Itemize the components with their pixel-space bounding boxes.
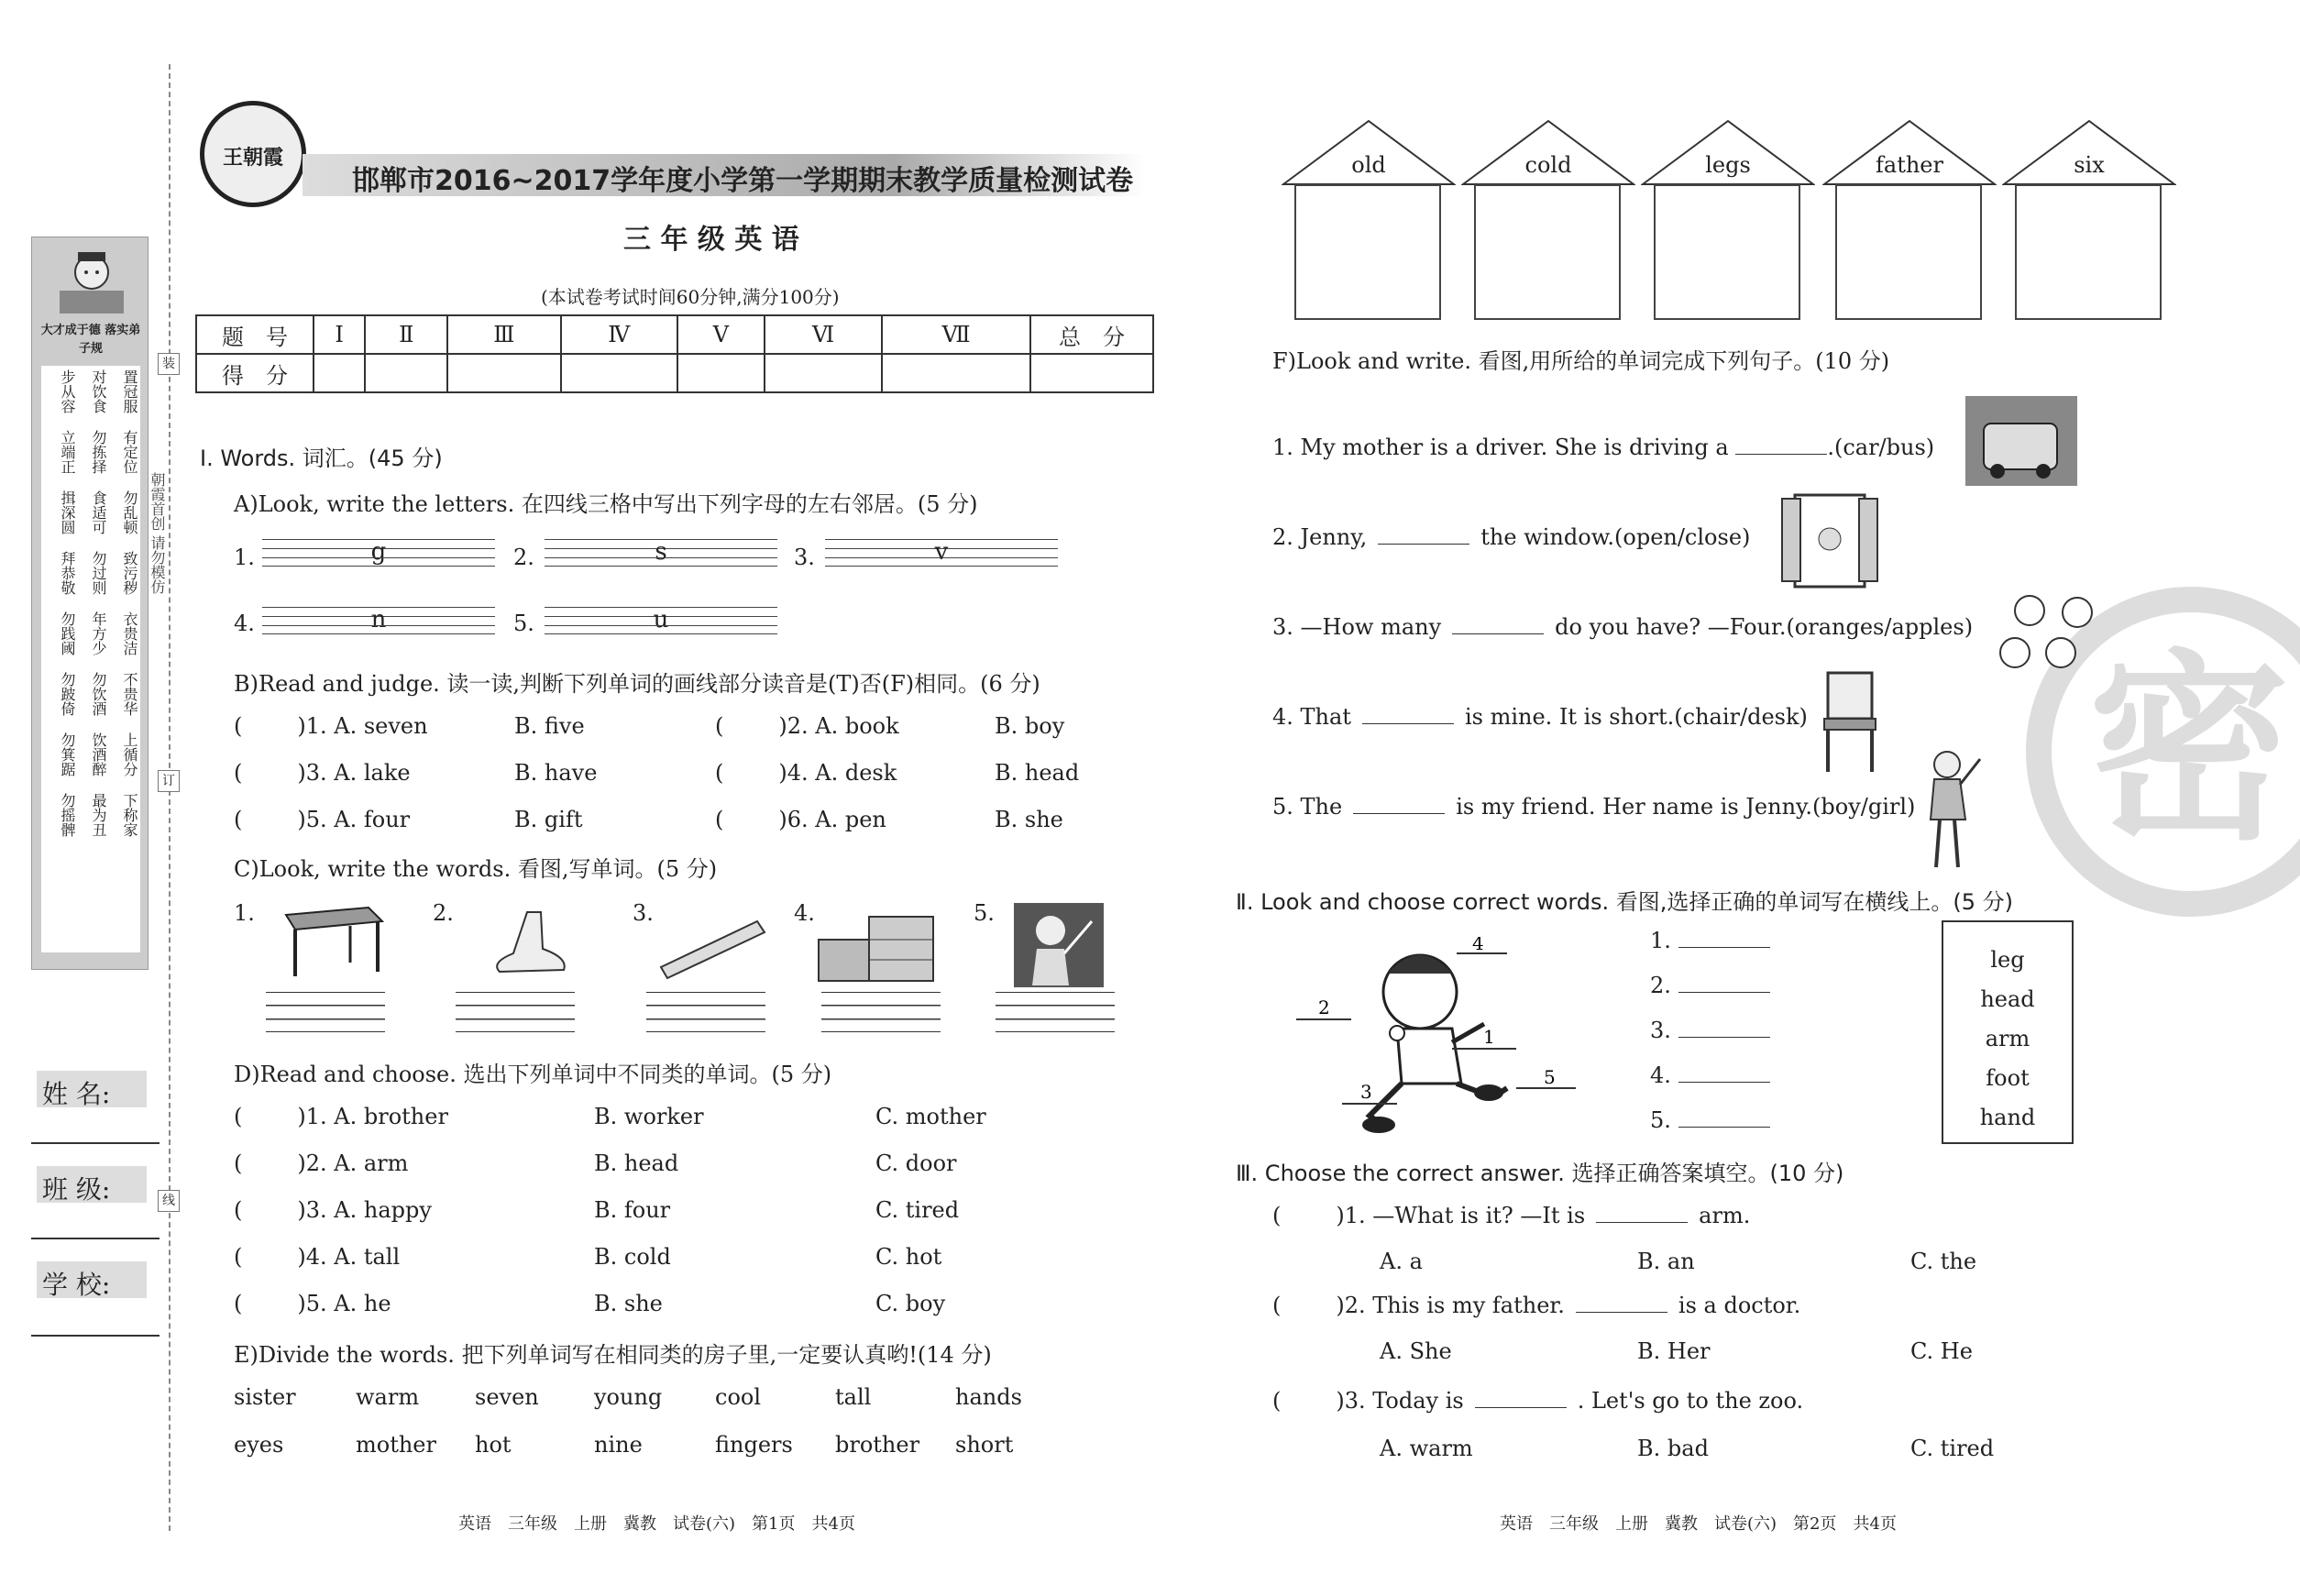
motto: 大才成于德 落实弟子规: [40, 324, 141, 356]
answer-num: 1.: [1650, 928, 1671, 953]
answer-blank[interactable]: [1281, 1388, 1336, 1408]
letter-lines[interactable]: [262, 607, 495, 634]
judge-item: )1. A. seven: [297, 713, 428, 739]
answer-blank[interactable]: [242, 807, 297, 827]
choose-option: C. boy: [875, 1291, 946, 1316]
letter-num: 3.: [794, 545, 815, 570]
rule-text: 勿过则: [90, 551, 107, 595]
choose-item: )4. A. tall: [297, 1244, 401, 1270]
paren: (: [1272, 1388, 1282, 1414]
option-a: A. She: [1380, 1338, 1452, 1364]
brand-note: 朝霞首创 请勿模仿: [149, 472, 166, 595]
rule-text: 勿箕踞: [59, 732, 76, 776]
label-1: 1: [1483, 1026, 1495, 1048]
part1d-title: D)Read and choose. 选出下列单词中不同类的单词。(5 分): [234, 1062, 832, 1087]
judge-item: )5. A. four: [297, 807, 411, 832]
score-cell[interactable]: [677, 354, 765, 392]
letter-given: s: [655, 538, 667, 566]
word-option: hand: [1979, 1105, 2036, 1130]
judge-option: B. have: [514, 760, 598, 786]
word: hands: [955, 1384, 1022, 1410]
score-header: 题 号: [196, 315, 314, 354]
answer-num: 3.: [1650, 1018, 1671, 1043]
paren: (: [715, 713, 724, 739]
rule-text: 勿饮酒: [90, 672, 107, 716]
option-b: B. Her: [1637, 1338, 1711, 1364]
score-label: 得 分: [196, 354, 314, 392]
word-bank: [234, 1384, 1114, 1476]
rule-text: 下称家: [121, 793, 138, 837]
word: fingers: [715, 1432, 793, 1458]
choose-item: )2. A. arm: [297, 1150, 409, 1176]
house-answer-box[interactable]: [2015, 184, 2162, 320]
choose-option: B. four: [594, 1197, 671, 1223]
answer-blank[interactable]: [1475, 1388, 1567, 1408]
judge-item: )6. A. pen: [778, 807, 886, 832]
paren: (: [1272, 1293, 1282, 1318]
rule-text: 揖深圆: [59, 490, 76, 534]
word-house: [1641, 117, 1815, 319]
answer-blank[interactable]: [242, 1197, 297, 1217]
question-1: [1272, 1203, 1750, 1228]
paren: (: [234, 1197, 243, 1223]
paren: (: [234, 1104, 243, 1129]
judge-option: B. boy: [995, 713, 1065, 739]
answer-blank[interactable]: [1378, 524, 1469, 545]
paren: (: [234, 713, 243, 739]
score-cell[interactable]: [765, 354, 882, 392]
letter-num: 4.: [234, 611, 255, 636]
letter-lines[interactable]: [545, 539, 777, 567]
answer-blank[interactable]: [1678, 1062, 1770, 1083]
word-house: [2002, 117, 2176, 319]
paren: (: [715, 807, 724, 832]
label-3: 3: [1360, 1081, 1372, 1103]
word-house: [1282, 117, 1456, 319]
label-4: 4: [1472, 937, 1484, 954]
confidential-stamp: 密: [2026, 587, 2300, 917]
rule-text: 上循分: [121, 732, 138, 776]
picture-num: 1.: [234, 900, 255, 926]
choose-item: )5. A. he: [297, 1291, 391, 1316]
word: sister: [234, 1384, 296, 1410]
choose-option: B. cold: [594, 1244, 671, 1270]
label-5: 5: [1544, 1066, 1556, 1088]
word: mother: [356, 1432, 436, 1458]
answer-blank[interactable]: [723, 760, 778, 780]
score-header: 总 分: [1030, 315, 1153, 354]
answer-blank[interactable]: [1362, 704, 1454, 724]
score-table: [195, 314, 1154, 393]
option-a: A. warm: [1380, 1436, 1473, 1461]
page-title: 邯郸市2016~2017学年度小学第一学期期末教学质量检测试卷: [352, 165, 1134, 197]
option-b: B. an: [1637, 1249, 1695, 1274]
paren: (: [234, 1291, 243, 1316]
option-c: C. tired: [1910, 1436, 1995, 1461]
house-answer-box[interactable]: [1835, 184, 1982, 320]
option-c: C. He: [1910, 1338, 1973, 1364]
paren: (: [715, 760, 724, 786]
rules-block: [41, 366, 140, 952]
question-text: . Let's go to the zoo.: [1577, 1388, 1804, 1414]
question-text: arm.: [1699, 1203, 1751, 1228]
answer-blank[interactable]: [1576, 1293, 1667, 1313]
choose-option: B. she: [594, 1291, 663, 1316]
running-boy-picture: [1296, 937, 1590, 1137]
letter-given: n: [370, 606, 387, 633]
sentence-2: [1272, 524, 1750, 550]
answer-blank[interactable]: [1678, 1018, 1770, 1038]
write-lines[interactable]: [996, 992, 1115, 1032]
girl-picture: [1914, 743, 1987, 871]
judge-option: B. head: [995, 760, 1080, 786]
word-house: [1822, 117, 1997, 319]
question-text: is a doctor.: [1678, 1293, 1801, 1318]
question-text: )3. Today is: [1336, 1388, 1464, 1414]
paren: (: [1272, 1203, 1282, 1228]
word-option: foot: [1986, 1065, 2030, 1091]
word: tall: [835, 1384, 872, 1410]
score-header: Ⅶ: [882, 315, 1030, 354]
sentence-text: the window.(open/close): [1480, 524, 1751, 550]
sentence-3: [1272, 614, 1973, 640]
rule-text: 拜恭敬: [59, 551, 76, 595]
choose-option: C. hot: [875, 1244, 942, 1270]
option-c: C. the: [1910, 1249, 1977, 1274]
part1e-title: E)Divide the words. 把下列单词写在相同类的房子里,一定要认真哟!(14 分): [234, 1342, 992, 1368]
judge-option: B. she: [995, 807, 1063, 832]
question-3: [1272, 1388, 1803, 1414]
house-answer-box[interactable]: [1294, 184, 1441, 320]
cut-mark: 线: [158, 1190, 180, 1212]
choose-option: C. tired: [875, 1197, 960, 1223]
score-cell[interactable]: [365, 354, 447, 392]
write-lines[interactable]: [646, 992, 765, 1032]
part2-title: Ⅱ. Look and choose correct words. 看图,选择正确的单词写在横线上。(5 分): [1236, 889, 2014, 915]
sentence-text: .(car/bus): [1827, 435, 1935, 460]
sentence-text: is my friend. Her name is Jenny.(boy/girl): [1456, 794, 1916, 820]
exam-note: (本试卷考试时间60分钟,满分100分): [541, 286, 840, 308]
rule-text: 不贵华: [121, 672, 138, 716]
answer-blank[interactable]: [723, 713, 778, 733]
sentence-text: 1. My mother is a driver. She is driving a: [1272, 435, 1729, 460]
word-option: leg: [1990, 947, 2025, 973]
cut-mark: 装: [158, 353, 180, 375]
rule-text: 立端正: [59, 430, 76, 474]
chair-picture: [1821, 669, 1879, 776]
judge-option: B. gift: [514, 807, 583, 832]
label-2: 2: [1318, 996, 1330, 1018]
sentence-5: [1272, 794, 1915, 820]
rule-text: 勿拣择: [90, 430, 107, 474]
rule-text: 饮酒醉: [90, 732, 107, 776]
judge-item: )2. A. book: [778, 713, 899, 739]
answer-blank[interactable]: [1735, 435, 1827, 455]
word-option: head: [1980, 986, 2035, 1012]
answer-blank[interactable]: [1596, 1203, 1688, 1223]
rule-text: 置冠服: [121, 369, 138, 413]
class-field[interactable]: [31, 1238, 160, 1239]
word: brother: [835, 1432, 920, 1458]
choose-item: )3. A. happy: [297, 1197, 432, 1223]
answer-blank[interactable]: [242, 1150, 297, 1171]
judge-item: )3. A. lake: [297, 760, 411, 786]
rule-text: 有定位: [121, 430, 138, 474]
judge-row: [234, 713, 1114, 860]
student-cartoon-icon: [50, 245, 133, 318]
picture-num: 3.: [633, 900, 654, 926]
answer-blank[interactable]: [1678, 928, 1770, 948]
house-label: cold: [1524, 152, 1572, 178]
answer-blank[interactable]: [242, 1104, 297, 1124]
rule-text: 勿跛倚: [59, 672, 76, 716]
judge-option: B. five: [514, 713, 585, 739]
score-header: Ⅵ: [765, 315, 882, 354]
score-cell[interactable]: [447, 354, 560, 392]
score-header: Ⅱ: [365, 315, 447, 354]
sentence-text: is mine. It is short.(chair/desk): [1464, 704, 1808, 730]
part1a-title: A)Look, write the letters. 在四线三格中写出下列字母的左右邻居。(5 分): [234, 491, 978, 517]
answer-blank[interactable]: [242, 1291, 297, 1311]
write-lines[interactable]: [266, 992, 385, 1032]
cut-line: [169, 64, 171, 1531]
letter-num: 1.: [234, 545, 255, 570]
school-picture: [814, 912, 938, 985]
teacher-picture: [1014, 903, 1104, 987]
score-cell[interactable]: [882, 354, 1030, 392]
choose-option: C. mother: [875, 1104, 986, 1129]
letter-num: 5.: [513, 611, 534, 636]
rule-text: 食适可: [90, 490, 107, 534]
word: eyes: [234, 1432, 284, 1458]
answer-blank[interactable]: [723, 807, 778, 827]
answer-blank[interactable]: [242, 1244, 297, 1264]
rule-text: 对饮食: [90, 369, 107, 413]
desk-picture: [277, 898, 387, 981]
letter-lines[interactable]: [545, 607, 777, 634]
house-label: legs: [1705, 152, 1751, 178]
word: cool: [715, 1384, 762, 1410]
answer-num: 4.: [1650, 1062, 1671, 1088]
letter-given: g: [370, 538, 387, 566]
write-lines[interactable]: [821, 992, 941, 1032]
score-header: Ⅰ: [314, 315, 365, 354]
word: young: [594, 1384, 663, 1410]
answer-num: 2.: [1650, 973, 1671, 998]
question-text: )2. This is my father.: [1336, 1293, 1565, 1318]
name-field[interactable]: [31, 1142, 160, 1144]
cut-mark: 订: [158, 770, 180, 792]
picture-num: 4.: [794, 900, 815, 926]
part1c-title: C)Look, write the words. 看图,写单词。(5 分): [234, 856, 718, 882]
rule-text: 勿乱顿: [121, 490, 138, 534]
answer-blank[interactable]: [1353, 794, 1445, 814]
rule-text: 勿摇髀: [59, 793, 76, 837]
house-label: father: [1876, 152, 1943, 178]
answer-blank[interactable]: [242, 713, 297, 733]
ruler-picture: [656, 912, 766, 985]
answer-blank[interactable]: [242, 760, 297, 780]
subject-title: 三 年 级 英 语: [623, 224, 799, 256]
choose-item: )1. A. brother: [297, 1104, 448, 1129]
answer-blank[interactable]: [1281, 1203, 1336, 1223]
apples-picture: [1995, 592, 2105, 675]
answer-blank[interactable]: [1281, 1293, 1336, 1313]
word: seven: [475, 1384, 539, 1410]
part1f-title: F)Look and write. 看图,用所给的单词完成下列句子。(10 分): [1272, 348, 1890, 374]
score-cell[interactable]: [314, 354, 365, 392]
paren: (: [234, 760, 243, 786]
score-cell[interactable]: [561, 354, 677, 392]
rule-text: 勿践阈: [59, 611, 76, 655]
sentence-text: 2. Jenny,: [1272, 524, 1368, 550]
word-house: [1461, 117, 1635, 319]
rule-text: 衣贵洁: [121, 611, 138, 655]
footer-left: 英语 三年级 上册 冀教 试卷(六) 第1页 共4页: [458, 1514, 855, 1534]
part1b-title: B)Read and judge. 读一读,判断下列单词的画线部分读音是(T)否(F)相同。(6 分): [234, 671, 1040, 697]
letter-lines[interactable]: [262, 539, 495, 567]
house-answer-box[interactable]: [1474, 184, 1621, 320]
house-answer-box[interactable]: [1654, 184, 1800, 320]
answer-blank[interactable]: [1678, 973, 1770, 993]
name-label: 姓 名:: [37, 1071, 147, 1107]
option-b: B. bad: [1637, 1436, 1709, 1461]
letter-given: u: [653, 606, 669, 633]
footer-right: 英语 三年级 上册 冀教 试卷(六) 第2页 共4页: [1500, 1514, 1897, 1534]
letter-num: 2.: [513, 545, 534, 570]
school-field[interactable]: [31, 1335, 160, 1337]
rule-text: 年方少: [90, 611, 107, 655]
bus-picture: [1965, 396, 2077, 486]
score-cell[interactable]: [1030, 354, 1153, 392]
choose-block: [234, 1104, 1114, 1342]
part2-answers: [1650, 928, 1778, 1157]
score-header: Ⅲ: [447, 315, 560, 354]
school-label: 学 校:: [37, 1261, 147, 1298]
question-text: )1. —What is it? —It is: [1336, 1203, 1586, 1228]
part1-title: Ⅰ. Words. 词汇。(45 分): [200, 446, 443, 471]
margin-panel: [31, 237, 149, 970]
judge-item: )4. A. desk: [778, 760, 897, 786]
sentence-text: 5. The: [1272, 794, 1343, 820]
word-option: arm: [1985, 1026, 2030, 1051]
sentence-1: [1272, 435, 1934, 460]
window-picture: [1775, 486, 1885, 589]
question-2: [1272, 1293, 1800, 1318]
rule-text: 最为丑: [90, 793, 107, 837]
word-box: [1942, 920, 2074, 1144]
letter-given: v: [934, 538, 949, 566]
letter-lines[interactable]: [825, 539, 1058, 567]
rule-text: 步从容: [59, 369, 76, 413]
word: hot: [475, 1432, 512, 1458]
choose-option: B. head: [594, 1150, 679, 1176]
score-header: Ⅴ: [677, 315, 765, 354]
picture-num: 5.: [974, 900, 995, 926]
rule-text: 致污秽: [121, 551, 138, 595]
option-a: A. a: [1380, 1249, 1423, 1274]
sentence-text: 4. That: [1272, 704, 1351, 730]
sentence-text: 3. —How many: [1272, 614, 1442, 640]
paren: (: [234, 807, 243, 832]
paren: (: [234, 1150, 243, 1176]
part3-title: Ⅲ. Choose the correct answer. 选择正确答案填空。(10 分): [1236, 1161, 1844, 1186]
word: nine: [594, 1432, 643, 1458]
house-label: six: [2074, 152, 2105, 178]
choose-option: C. door: [875, 1150, 957, 1176]
house-label: old: [1351, 152, 1386, 178]
logo-emblem: [200, 101, 306, 207]
foot-picture: [477, 908, 578, 981]
sentence-text: do you have? —Four.(oranges/apples): [1555, 614, 1974, 640]
logo-text: 王朝霞: [222, 146, 283, 170]
write-lines[interactable]: [456, 992, 575, 1032]
answer-blank[interactable]: [1678, 1107, 1770, 1128]
picture-num: 2.: [433, 900, 454, 926]
answer-blank[interactable]: [1452, 614, 1544, 634]
sentence-4: [1272, 704, 1808, 730]
word: short: [955, 1432, 1014, 1458]
paren: (: [234, 1244, 243, 1270]
word: warm: [356, 1384, 420, 1410]
score-header: Ⅳ: [561, 315, 677, 354]
choose-option: B. worker: [594, 1104, 704, 1129]
class-label: 班 级:: [37, 1166, 147, 1203]
answer-num: 5.: [1650, 1107, 1671, 1133]
